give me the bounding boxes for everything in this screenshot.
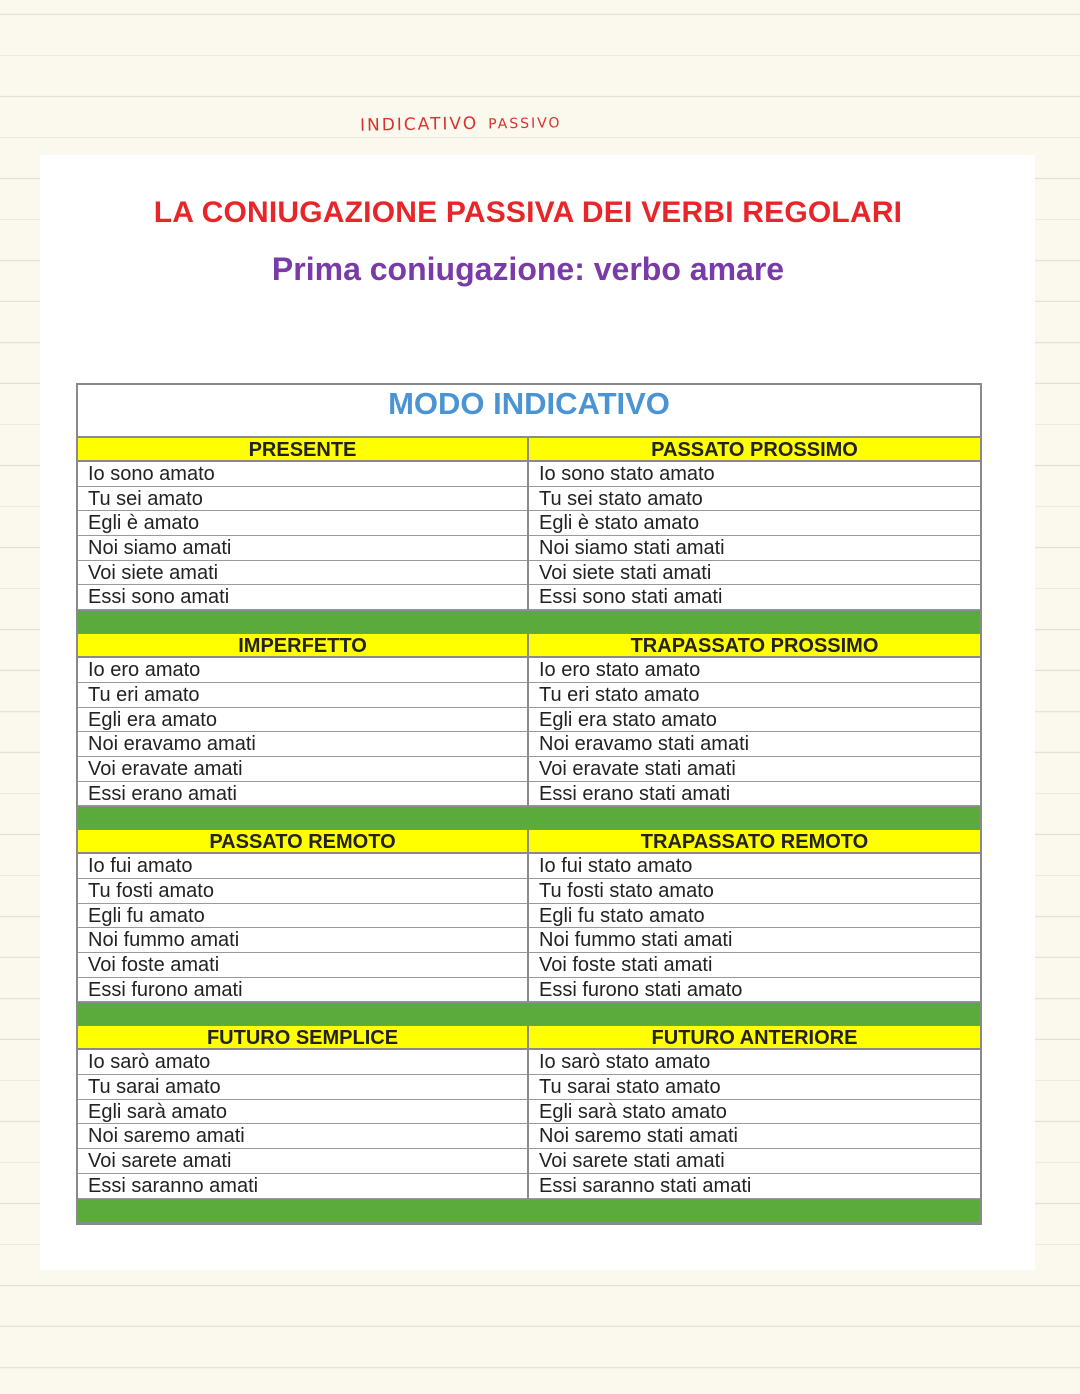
tense-title: PASSATO PROSSIMO	[529, 438, 980, 462]
tense-title: PASSATO REMOTO	[78, 830, 527, 854]
conjugation-cell: Io fui amato	[78, 854, 527, 879]
separator-band	[78, 1199, 980, 1223]
separator-band	[78, 610, 980, 634]
tense-title: PRESENTE	[78, 438, 527, 462]
conjugation-cell: Io ero stato amato	[529, 658, 980, 683]
conjugation-cell: Essi furono amati	[78, 978, 527, 1003]
conjugation-cell: Noi saremo amati	[78, 1124, 527, 1149]
tense-column-right	[529, 830, 980, 1002]
conjugation-cell: Tu eri amato	[78, 683, 527, 708]
tense-column-right	[529, 634, 980, 806]
conjugation-cell: Tu sei stato amato	[529, 487, 980, 512]
conjugation-cell: Tu eri stato amato	[529, 683, 980, 708]
tense-column-right	[529, 438, 980, 610]
conjugation-cell: Io sono stato amato	[529, 462, 980, 487]
handwritten-word-2: PASSIVO	[487, 115, 562, 133]
conjugation-cell: Essi erano stati amati	[529, 782, 980, 807]
conjugation-cell: Egli fu amato	[78, 904, 527, 929]
conjugation-cell: Essi erano amati	[78, 782, 527, 807]
tense-block	[78, 1026, 980, 1198]
tense-title: FUTURO SEMPLICE	[78, 1026, 527, 1050]
separator-band	[78, 806, 980, 830]
tense-blocks	[78, 438, 980, 1223]
conjugation-cell: Essi sono amati	[78, 585, 527, 610]
conjugation-cell: Io sarò stato amato	[529, 1050, 980, 1075]
conjugation-cell: Essi saranno amati	[78, 1174, 527, 1199]
tense-column-left	[78, 1026, 529, 1198]
conjugation-cell: Noi eravamo stati amati	[529, 732, 980, 757]
conjugation-cell: Voi eravate stati amati	[529, 757, 980, 782]
tense-block	[78, 634, 980, 806]
tense-column-left	[78, 634, 529, 806]
table-header: MODO INDICATIVO	[78, 385, 980, 438]
conjugation-cell: Egli era stato amato	[529, 708, 980, 733]
conjugation-cell: Voi siete stati amati	[529, 561, 980, 586]
tense-block	[78, 830, 980, 1002]
conjugation-cell: Essi sono stati amati	[529, 585, 980, 610]
conjugation-cell: Noi siamo amati	[78, 536, 527, 561]
conjugation-cell: Noi siamo stati amati	[529, 536, 980, 561]
conjugation-cell: Egli sarà amato	[78, 1100, 527, 1125]
conjugation-cell: Io ero amato	[78, 658, 527, 683]
conjugation-cell: Noi eravamo amati	[78, 732, 527, 757]
conjugation-cell: Essi saranno stati amati	[529, 1174, 980, 1199]
conjugation-cell: Voi eravate amati	[78, 757, 527, 782]
tense-column-right	[529, 1026, 980, 1198]
conjugation-cell: Noi fummo amati	[78, 928, 527, 953]
page-title: LA CONIUGAZIONE PASSIVA DEI VERBI REGOLARI	[153, 196, 903, 229]
tense-column-left	[78, 438, 529, 610]
conjugation-cell: Io sarò amato	[78, 1050, 527, 1075]
conjugation-cell: Voi sarete stati amati	[529, 1149, 980, 1174]
conjugation-cell: Voi siete amati	[78, 561, 527, 586]
conjugation-cell: Io sono amato	[78, 462, 527, 487]
separator-band	[78, 1002, 980, 1026]
conjugation-cell: Egli sarà stato amato	[529, 1100, 980, 1125]
tense-column-left	[78, 830, 529, 1002]
conjugation-cell: Tu fosti amato	[78, 879, 527, 904]
conjugation-cell: Tu sei amato	[78, 487, 527, 512]
conjugation-cell: Essi furono stati amato	[529, 978, 980, 1003]
conjugation-table	[76, 383, 982, 1225]
conjugation-cell: Voi sarete amati	[78, 1149, 527, 1174]
tense-title: TRAPASSATO REMOTO	[529, 830, 980, 854]
conjugation-cell: Tu sarai amato	[78, 1075, 527, 1100]
conjugation-cell: Egli fu stato amato	[529, 904, 980, 929]
conjugation-cell: Tu sarai stato amato	[529, 1075, 980, 1100]
conjugation-cell: Tu fosti stato amato	[529, 879, 980, 904]
conjugation-cell: Egli è stato amato	[529, 511, 980, 536]
conjugation-cell: Noi fummo stati amati	[529, 928, 980, 953]
page-subtitle: Prima coniugazione: verbo amare	[271, 251, 785, 287]
tense-block	[78, 438, 980, 610]
conjugation-cell: Voi foste amati	[78, 953, 527, 978]
handwritten-note	[360, 112, 562, 136]
conjugation-cell: Io fui stato amato	[529, 854, 980, 879]
tense-title: TRAPASSATO PROSSIMO	[529, 634, 980, 658]
tense-title: FUTURO ANTERIORE	[529, 1026, 980, 1050]
conjugation-cell: Noi saremo stati amati	[529, 1124, 980, 1149]
handwritten-word-1: INDICATIVO	[359, 113, 479, 136]
conjugation-cell: Voi foste stati amati	[529, 953, 980, 978]
conjugation-cell: Egli era amato	[78, 708, 527, 733]
tense-title: IMPERFETTO	[78, 634, 527, 658]
conjugation-cell: Egli è amato	[78, 511, 527, 536]
